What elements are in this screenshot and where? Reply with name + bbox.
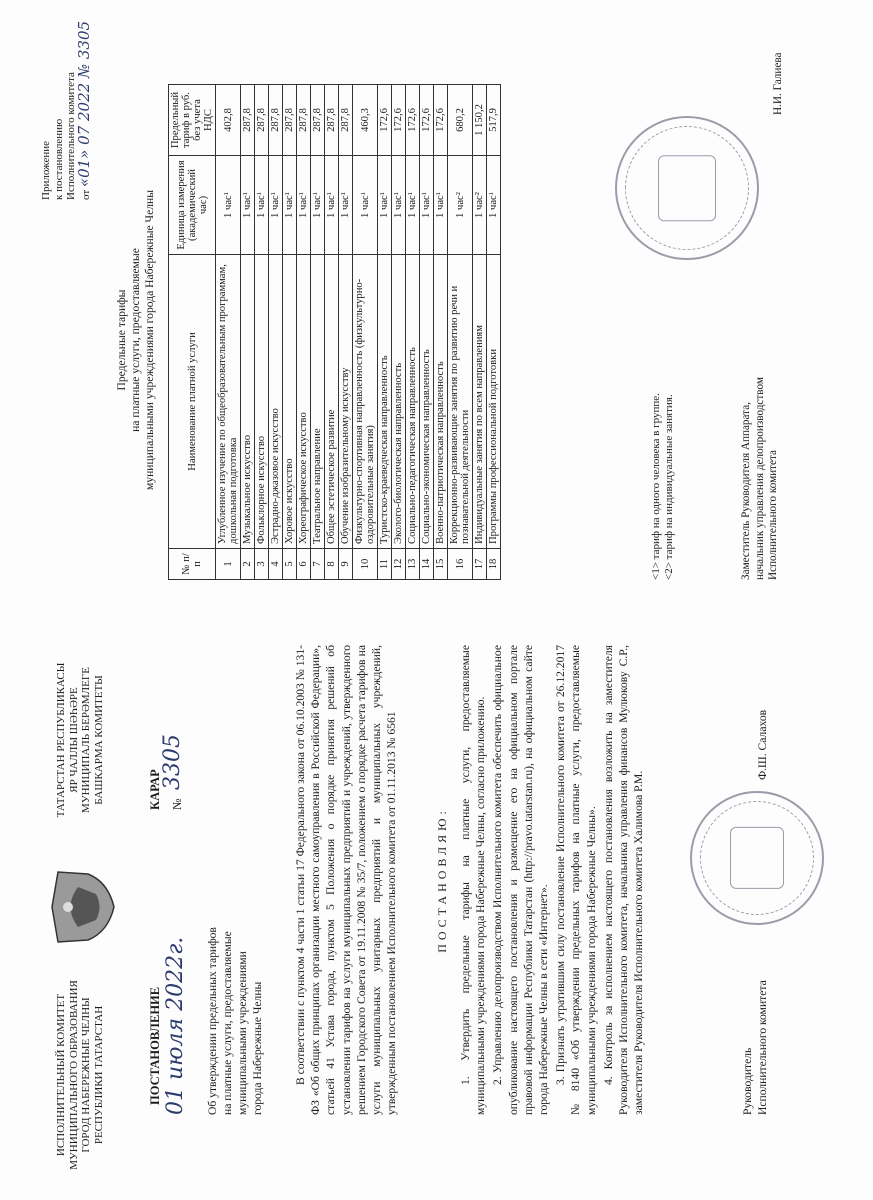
- service-name: Углубленное изучение по общеобразовательным программам, дошкольная подготовка: [216, 255, 241, 549]
- tariff-value: 402,8: [216, 85, 241, 156]
- row-number: 18: [487, 549, 501, 580]
- table-row: [487, 85, 501, 580]
- row-number: 12: [392, 549, 406, 580]
- row-number: 1: [216, 549, 241, 580]
- tariff-value: 287,8: [311, 85, 325, 156]
- table-row: [269, 85, 283, 580]
- row-number: 10: [353, 549, 378, 580]
- item-2: 2. Управлению делопроизводством Исполнительного комитета обеспечить официальное опубликование настоящего постановления и размещение его на официальном портале правовой информации Республики Татарстан (http://pravo.tatarstan.ru), на официальном сайте города Набережные Челны в сети «Интернет».: [491, 645, 551, 1115]
- unit: 1 час¹: [269, 156, 283, 255]
- tariff-value: 172,6: [406, 85, 420, 156]
- table-row: [378, 85, 392, 580]
- unit: 1 час¹: [325, 156, 339, 255]
- unit: 1 час¹: [241, 156, 255, 255]
- service-name: Индивидуальные занятия по всем направлениям: [473, 255, 487, 549]
- tariff-value: 517,9: [487, 85, 501, 156]
- row-number: 5: [283, 549, 297, 580]
- table-row: [216, 85, 241, 580]
- table-row: [434, 85, 448, 580]
- row-number: 16: [448, 549, 473, 580]
- tariff-value: 287,8: [339, 85, 353, 156]
- tariff-value: 172,6: [392, 85, 406, 156]
- row-number: 6: [297, 549, 311, 580]
- unit: 1 час¹: [434, 156, 448, 255]
- service-name: Программы профессиональной подготовки: [487, 255, 501, 549]
- unit: 1 час¹: [378, 156, 392, 255]
- row-number: 17: [473, 549, 487, 580]
- service-name: Обучение изобразительному искусству: [339, 255, 353, 549]
- unit: 1 час¹: [216, 156, 241, 255]
- header-russian: ИСПОЛНИТЕЛЬНЫЙ КОМИТЕТ МУНИЦИПАЛЬНОГО ОБРАЗОВАНИЯ ГОРОД НАБЕРЕЖНЫЕ ЧЕЛНЫ РЕСПУБЛИКИ ТАТАРСТАН: [55, 980, 105, 1170]
- service-name: Коррекционно-развивающие занятия по развитию речи и познавательной деятельности: [448, 255, 473, 549]
- service-name: Эколого-биологическая направленность: [392, 255, 406, 549]
- unit: 1 час¹: [353, 156, 378, 255]
- table-row: [473, 85, 487, 580]
- tariff-value: 460,3: [353, 85, 378, 156]
- handwritten-date: 01 июля 2022г.: [163, 936, 188, 1115]
- row-number: 13: [406, 549, 420, 580]
- unit: 1 час²: [448, 156, 473, 255]
- table-row: [283, 85, 297, 580]
- table-row: [353, 85, 378, 580]
- seal-stamp-icon: [690, 791, 824, 925]
- unit: 1 час¹: [420, 156, 434, 255]
- doc-type-tt: КАРАР: [148, 769, 162, 810]
- subject-block: Об утверждении предельных тарифов на платные услуги, предоставляемые муниципальными учреждениями города Набережные Челны: [206, 927, 264, 1115]
- service-name: Хоровое искусство: [283, 255, 297, 549]
- table-row: [420, 85, 434, 580]
- service-name: Физкультурно-спортивная направленность (физкультурно-оздоровительные занятия): [353, 255, 378, 549]
- tariff-value: 287,8: [241, 85, 255, 156]
- deputy-title: Заместитель Руководителя Аппарата, начальник управления делопроизводством Исполнительного комитета: [740, 377, 779, 580]
- handwritten-number: 3305: [160, 734, 185, 790]
- unit: 1 час¹: [392, 156, 406, 255]
- tariff-value: 287,8: [283, 85, 297, 156]
- row-number: 9: [339, 549, 353, 580]
- unit: 1 час²: [473, 156, 487, 255]
- item-1: 1. Утвердить предельные тарифы на платные услуги, предоставляемые муниципальными учреждениями города Набережные Челны, согласно приложению.: [459, 645, 488, 1115]
- seal-stamp-icon-2: [615, 116, 759, 260]
- row-number: 11: [378, 549, 392, 580]
- table-row: [297, 85, 311, 580]
- service-name: Социально-экономическая направленность: [420, 255, 434, 549]
- row-number: 7: [311, 549, 325, 580]
- footnotes: <1> тариф на одного человека в группе. <2> тариф на индивидуальные занятия.: [650, 393, 675, 580]
- service-name: Туристско-краеведческая направленность: [378, 255, 392, 549]
- table-row: [255, 85, 269, 580]
- preamble: В соответствии с пунктом 4 части 1 статьи 17 Федерального закона от 06.10.2003 № 131-ФЗ «Об общих принципах организации местного самоуправления в Российской Федерации», статьей 41 Устава города, пунктом 5 Положения о порядке принятия решений об установлении тарифов на услуги муниципальных предприятий и учреждений, утвержденного решением Городского Совета от 19.11.2008 № 35/7, положением о порядке расчета тарифов на услуги муниципальных унитарных предприятий и муниципальных учреждений, утвержденным постановлением Исполнительного комитета от 01.11.2013 № 6561: [294, 645, 399, 1115]
- tariff-value: 287,8: [269, 85, 283, 156]
- row-number: 15: [434, 549, 448, 580]
- unit: 1 час¹: [283, 156, 297, 255]
- service-name: Социально-педагогическая направленность: [406, 255, 420, 549]
- service-name: Театральное направление: [311, 255, 325, 549]
- tariff-value: 287,8: [325, 85, 339, 156]
- table-title: Предельные тарифы на платные услуги, предоставляемые муниципальными учреждениями города Набережные Челны: [115, 189, 156, 491]
- service-name: Военно-патриотическая направленность: [434, 255, 448, 549]
- table-row: [241, 85, 255, 580]
- table-row: [339, 85, 353, 580]
- service-name: Эстрадно-джазовое искусство: [269, 255, 283, 549]
- unit: 1 час¹: [297, 156, 311, 255]
- tariff-table: № п/п Наименование платной услуги Единица измерения (академический час) Предельный тариф в руб. без учета НДС 1 Углубленное изучение по общеобразовательным программам, дошкольная подготовка 1 час¹ 402,8 2 Музыкальное искусство 1 час¹ 287,8 3 Фольклорное искусство 1 час¹ 287,8 4 Эстрадно-джазовое искусство 1 час¹ 287,8 5 Хоровое искусство 1 час¹ 287,8 6 Хореографическое искусство 1 час¹ 287,8 7 Театральное направление 1 час¹ 287,8 8 Общее эстетическое развитие 1 час¹ 287,8 9 Обучение изобразительному искусству 1 час¹ 287,8 10 Физкультурно-спортивная направленность (физкультурно-оздоровительные занятия) 1 час¹ 460,3 11 Туристско-краеведческая направленность 1 час¹ 172,6 12 Эколого-биологическая направленность 1 час¹ 172,6 13 Социально-педагогическая направленность 1 час¹ 172,6 14 Социально-экономическая направленность 1 час¹ 172,6 15 Военно-патриотическая направленность 1 час¹ 172,6 16 Коррекционно-развивающие занятия по развитию речи и познавательной деятельности 1 час² 680,2 17 Индивидуальные занятия по всем направлениям 1 час² 1 150,2 18 Программы профессиональной подготовки 1 час¹ 517,9: [168, 84, 501, 580]
- table-row: [392, 85, 406, 580]
- head-signer-name: Ф.Ш. Салахов: [756, 709, 769, 780]
- unit: 1 час¹: [255, 156, 269, 255]
- number-label: №: [170, 798, 184, 810]
- row-number: 4: [269, 549, 283, 580]
- service-name: Музыкальное искусство: [241, 255, 255, 549]
- head-signer-title: Руководитель Исполнительного комитета: [741, 980, 769, 1115]
- tariff-value: 172,6: [434, 85, 448, 156]
- tariff-value: 172,6: [420, 85, 434, 156]
- resolution-items: [458, 645, 648, 1115]
- unit: 1 час¹: [311, 156, 325, 255]
- deputy-name: Н.И. Галиева: [772, 52, 784, 115]
- table-row: [325, 85, 339, 580]
- unit: 1 час¹: [487, 156, 501, 255]
- service-name: Фольклорное искусство: [255, 255, 269, 549]
- row-number: 2: [241, 549, 255, 580]
- row-number: 3: [255, 549, 269, 580]
- service-name: Общее эстетическое развитие: [325, 255, 339, 549]
- item-3: 3. Признать утратившим силу постановление Исполнительного комитета от 26.12.2017 № 8140 «Об утверждении предельных тарифов на платные услуги, предоставляемые муниципальными учреждениями города Набережные Челны».: [554, 645, 598, 1115]
- row-number: 8: [325, 549, 339, 580]
- item-4: 4. Контроль за исполнением настоящего постановления возложить на заместителя Руководителя Исполнительного комитета, начальника управления финансов Мулюкову С.Р., заместителя Руководителя Исполнительного комитета Халимова Р.М.: [601, 645, 646, 1115]
- tariff-value: 1 150,2: [473, 85, 487, 156]
- table-row: [311, 85, 325, 580]
- coat-of-arms-icon: [48, 862, 118, 952]
- tariff-value: 287,8: [297, 85, 311, 156]
- header-tatar: ТАТАРСТАН РЕСПУБЛИКАСЫ ЯР ЧАЛЛЫ ШӘҺӘРЕ МУНИЦИПАЛЬ БЕРӘМЛЕГЕ БАШКАРМА КОМИТЕТЫ: [55, 662, 105, 818]
- tariff-value: 287,8: [255, 85, 269, 156]
- doc-type-ru: ПОСТАНОВЛЕНИЕ: [148, 986, 162, 1105]
- tariff-value: 680,2: [448, 85, 473, 156]
- row-number: 14: [420, 549, 434, 580]
- tariff-value: 172,6: [378, 85, 392, 156]
- appendix-header: Приложение к постановлению Исполнительного комитета от «01» 07 2022 № 3305: [40, 20, 93, 200]
- resolve-heading: ПОСТАНОВЛЯЮ:: [435, 807, 449, 953]
- service-name: Хореографическое искусство: [297, 255, 311, 549]
- table-row: [406, 85, 420, 580]
- unit: 1 час¹: [406, 156, 420, 255]
- table-row: [448, 85, 473, 580]
- unit: 1 час¹: [339, 156, 353, 255]
